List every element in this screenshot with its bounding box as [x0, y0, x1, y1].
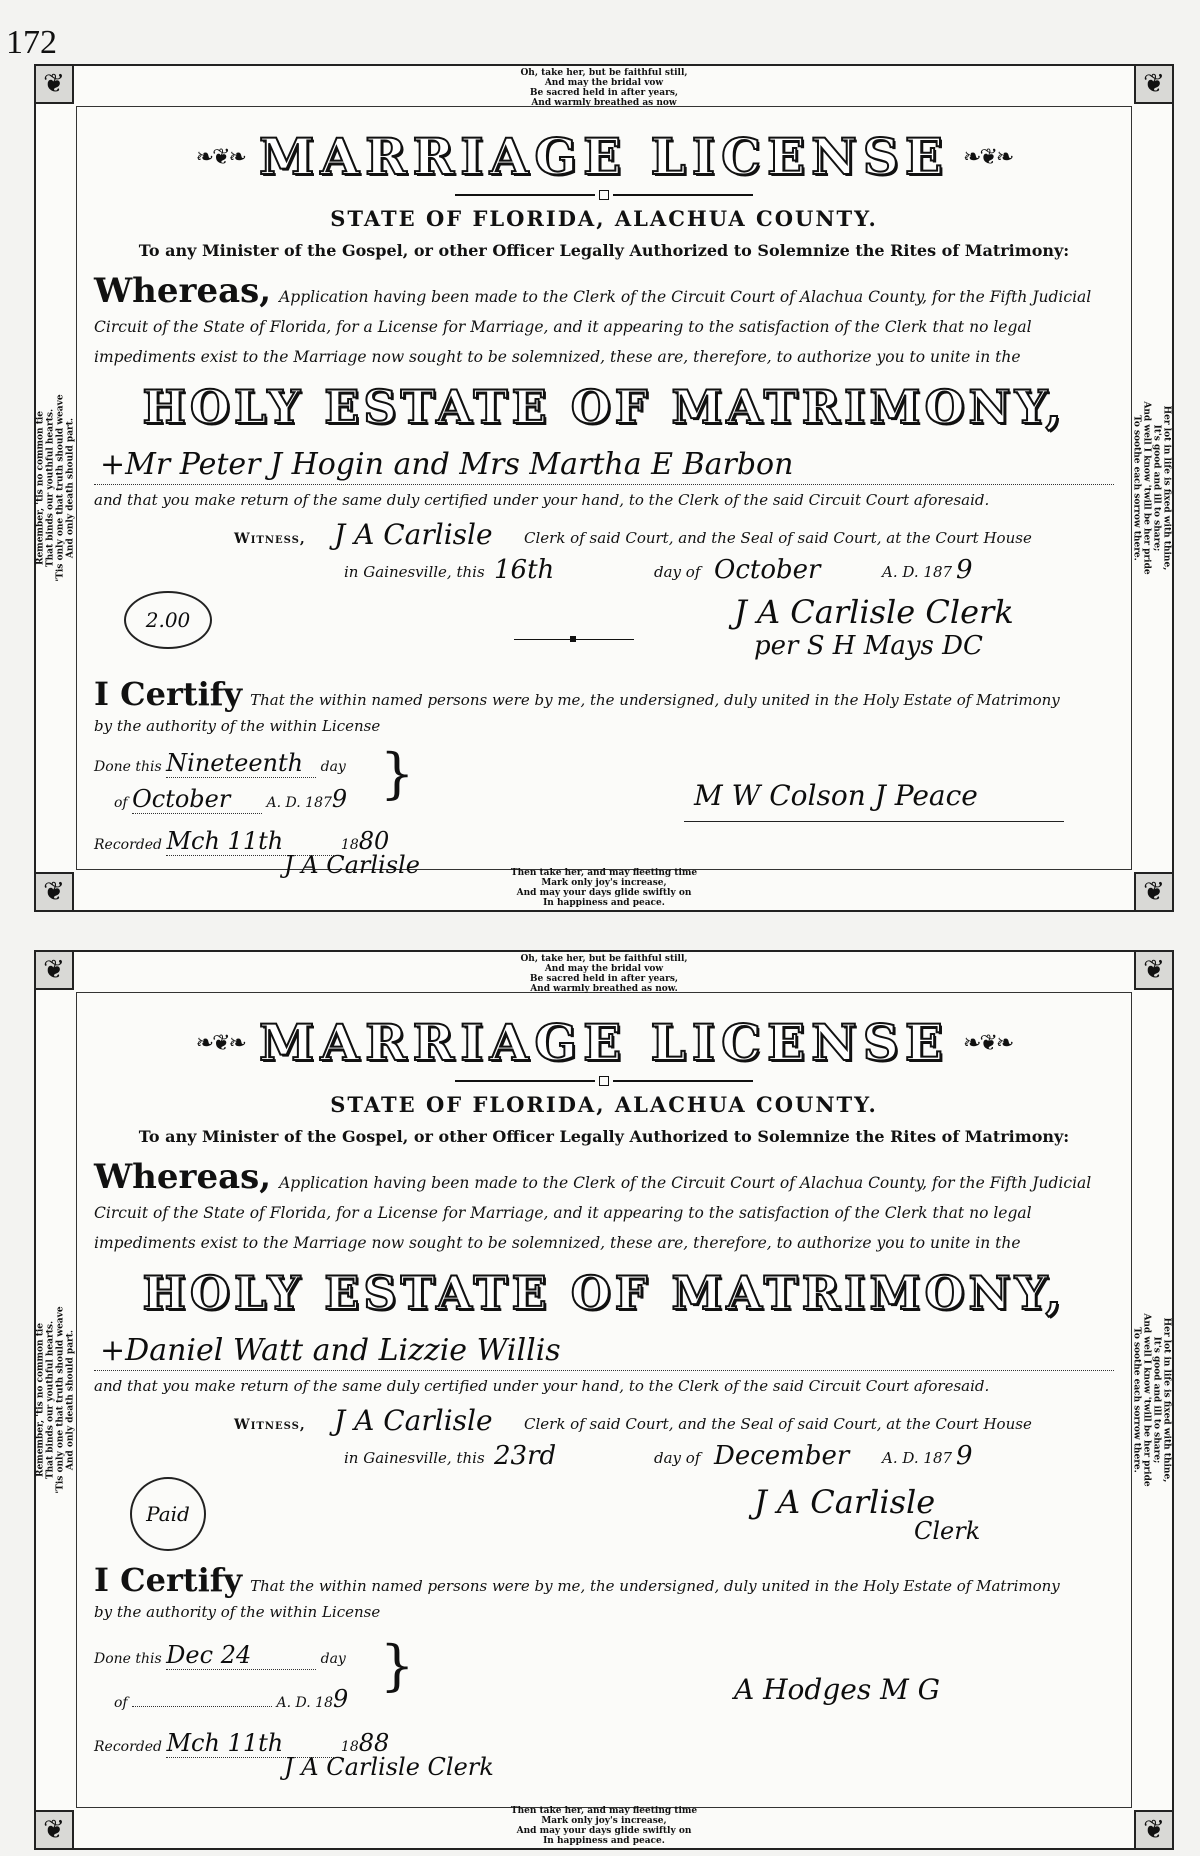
clerk-title: Clerk	[914, 1517, 981, 1545]
of-line: of A. D. 189	[114, 1685, 349, 1713]
minister-signature: A Hodges M G	[734, 1673, 941, 1706]
ornament-corner-icon: ❦	[34, 64, 74, 104]
date-prefix: in Gainesville, this	[344, 563, 485, 581]
issue-month: December	[714, 1441, 850, 1471]
certify-word: I Certify	[94, 1561, 243, 1599]
verse-bottom: Then take her, and may fleeting time Mark only joy's increase, And may your days glide swiftly on In happiness and peace.	[510, 868, 698, 908]
marriage-license-1	[34, 64, 1174, 912]
done-month: October	[132, 785, 262, 814]
address-line: To any Minister of the Gospel, or other Officer Legally Authorized to Solemnize the Rites of Matrimony:	[138, 1127, 1070, 1146]
whereas-word: Whereas,	[94, 271, 272, 311]
witness-signature: J A Carlisle	[334, 1404, 493, 1437]
recorded-date: Mch 11th	[166, 1729, 336, 1758]
verse-left: Remember, 'tis no common tie That binds our youthful hearts. 'Tis only one that truth should weave And only death should part.	[36, 394, 77, 582]
certify-text: That the within named persons were by me, the undersigned, duly united in the Holy Estate of Matrimony	[250, 1577, 1060, 1595]
scroll-ornament-icon: ❧❦❧	[195, 144, 245, 170]
authority-text: by the authority of the within License	[94, 1603, 381, 1621]
ornament-corner-icon: ❦	[1134, 1810, 1174, 1850]
couple-names: +Daniel Watt and Lizzie Willis	[100, 1333, 561, 1368]
return-text: and that you make return of the same duly certified under your hand, to the Clerk of the said Circuit Court aforesaid.	[94, 491, 990, 509]
issue-date-row	[94, 553, 1114, 587]
whereas-word: Whereas,	[94, 1157, 272, 1197]
ornament-rule	[514, 639, 634, 640]
license-title-row	[94, 1014, 1114, 1072]
whereas-paragraph	[94, 1157, 1114, 1258]
witness-row	[94, 1403, 1114, 1439]
clerk-signature: J A Carlisle	[754, 1483, 936, 1521]
done-day: Nineteenth	[166, 749, 316, 778]
done-day: Dec 24	[166, 1641, 316, 1670]
issue-date-row	[94, 1439, 1114, 1473]
ornament-corner-icon: ❦	[1134, 64, 1174, 104]
marriage-license-2	[34, 950, 1174, 1850]
witness-text: Clerk of said Court, and the Seal of said Court, at the Court House	[524, 1415, 1032, 1433]
certify-text: That the within named persons were by me, the undersigned, duly united in the Holy Estate of Matrimony	[250, 691, 1060, 709]
clerk-block	[94, 1473, 1114, 1559]
recorded-year: 88	[358, 1729, 390, 1757]
signature-line	[684, 821, 1064, 822]
whereas-text: Application having been made to the Clerk of the Circuit Court of Alachua County, for the Fifth Judicial Circuit of the State of Florida, for a License for Marriage, and it appearing to the satisfaction of the Clerk that no legal impediments exist to the Marriage now sought to be solemnized, these are, therefore, to authorize you to unite in the	[94, 1174, 1092, 1252]
whereas-text: Application having been made to the Clerk of the Circuit Court of Alachua County, for the Fifth Judicial Circuit of the State of Florida, for a License for Marriage, and it appearing to the satisfaction of the Clerk that no legal impediments exist to the Marriage now sought to be solemnized, these are, therefore, to authorize you to unite in the	[94, 288, 1092, 366]
verse-left: Remember, 'tis no common tie That binds our youthful hearts. 'Tis only one that truth should weave And only death should part.	[36, 1306, 77, 1494]
authority-text: by the authority of the within License	[94, 717, 381, 735]
issue-year-digit: 9	[956, 1441, 973, 1471]
recorded-signature: J A Carlisle	[284, 851, 420, 879]
witness-row	[94, 517, 1114, 553]
names-line	[94, 1326, 1114, 1371]
verse-top: Oh, take her, but be faithful still, And may the bridal vow Be sacred held in after years, And warmly breathed as now	[520, 68, 688, 108]
state-line: STATE OF FLORIDA, ALACHUA COUNTY.	[330, 206, 878, 231]
page-number: 172	[6, 24, 57, 61]
license-title: MARRIAGE LICENSE	[258, 127, 950, 186]
done-block	[94, 1629, 1114, 1779]
ad-label: A. D. 187	[882, 563, 953, 581]
witness-label: Witness,	[234, 531, 306, 547]
fee-seal: Paid	[130, 1477, 206, 1551]
minister-signature: M W Colson J Peace	[694, 779, 978, 812]
couple-names: +Mr Peter J Hogin and Mrs Martha E Barbon	[100, 447, 794, 482]
recorded-line: Recorded Mch 11th 1880	[94, 827, 390, 855]
address-line: To any Minister of the Gospel, or other Officer Legally Authorized to Solemnize the Rites of Matrimony:	[138, 241, 1070, 260]
holy-estate-heading: HOLY ESTATE OF MATRIMONY,	[142, 1266, 1066, 1320]
scroll-ornament-icon: ❧❦❧	[195, 1030, 245, 1056]
verse-right: Her lot in life is fixed with thine, It's good and ill to share; And well I know 'twill be her pride To soothe each sorrow there.	[1132, 401, 1173, 575]
done-block	[94, 742, 1114, 879]
clerk-block	[94, 587, 1114, 673]
done-year-digit: 9	[332, 1685, 349, 1713]
verse-bottom: Then take her, and may fleeting time Mark only joy's increase, And may your days glide swiftly on In happiness and peace.	[510, 1806, 698, 1846]
day-of-label: day of	[654, 563, 701, 581]
ornament-corner-icon: ❦	[34, 1810, 74, 1850]
ornament-corner-icon: ❦	[1134, 950, 1174, 990]
done-month	[132, 1706, 272, 1707]
brace-icon: }	[380, 1634, 415, 1697]
certify-word: I Certify	[94, 675, 243, 713]
holy-estate-heading: HOLY ESTATE OF MATRIMONY,	[142, 380, 1066, 434]
brace-icon: }	[380, 742, 415, 805]
whereas-paragraph	[94, 271, 1114, 372]
witness-label: Witness,	[234, 1417, 306, 1433]
issue-day: 16th	[494, 555, 555, 585]
license-content	[94, 1004, 1114, 1779]
title-rule	[94, 190, 1114, 200]
ornament-corner-icon: ❦	[34, 872, 74, 912]
issue-month: October	[714, 555, 821, 585]
license-title: MARRIAGE LICENSE	[258, 1013, 950, 1072]
state-line: STATE OF FLORIDA, ALACHUA COUNTY.	[330, 1092, 878, 1117]
scroll-ornament-icon: ❧❦❧	[963, 144, 1013, 170]
verse-right: Her lot in life is fixed with thine, It's good and ill to share; And well I know 'twill be her pride To soothe each sorrow there.	[1132, 1313, 1173, 1487]
day-of-label: day of	[654, 1449, 701, 1467]
certify-row	[94, 675, 1114, 713]
issue-day: 23rd	[494, 1441, 557, 1471]
recorded-date: Mch 11th	[166, 827, 336, 856]
verse-top: Oh, take her, but be faithful still, And may the bridal vow Be sacred held in after years, And warmly breathed as now.	[520, 954, 688, 994]
license-content	[94, 118, 1114, 879]
recorded-line: Recorded Mch 11th 1888	[94, 1729, 390, 1757]
clerk-signature: J A Carlisle Clerk	[734, 593, 1014, 631]
issue-year-digit: 9	[956, 555, 973, 585]
fee-seal: 2.00	[124, 591, 212, 649]
date-prefix: in Gainesville, this	[344, 1449, 485, 1467]
ornament-corner-icon: ❦	[34, 950, 74, 990]
ad-label: A. D. 187	[882, 1449, 953, 1467]
deputy-clerk-signature: per S H Mays DC	[754, 631, 983, 661]
names-line	[94, 440, 1114, 485]
certify-row	[94, 1561, 1114, 1599]
ornament-corner-icon: ❦	[1134, 872, 1174, 912]
return-text: and that you make return of the same duly certified under your hand, to the Clerk of the said Circuit Court aforesaid.	[94, 1377, 990, 1395]
recorded-signature: J A Carlisle Clerk	[284, 1753, 494, 1781]
scroll-ornament-icon: ❧❦❧	[963, 1030, 1013, 1056]
of-line: of October A. D. 1879	[114, 785, 348, 813]
license-title-row	[94, 128, 1114, 186]
done-line: Done this Dec 24 day	[94, 1641, 346, 1669]
done-line: Done this Nineteenth day	[94, 749, 346, 777]
witness-text: Clerk of said Court, and the Seal of said Court, at the Court House	[524, 529, 1032, 547]
title-rule	[94, 1076, 1114, 1086]
recorded-year: 80	[358, 827, 390, 855]
done-year-digit: 9	[331, 785, 348, 813]
witness-signature: J A Carlisle	[334, 518, 493, 551]
